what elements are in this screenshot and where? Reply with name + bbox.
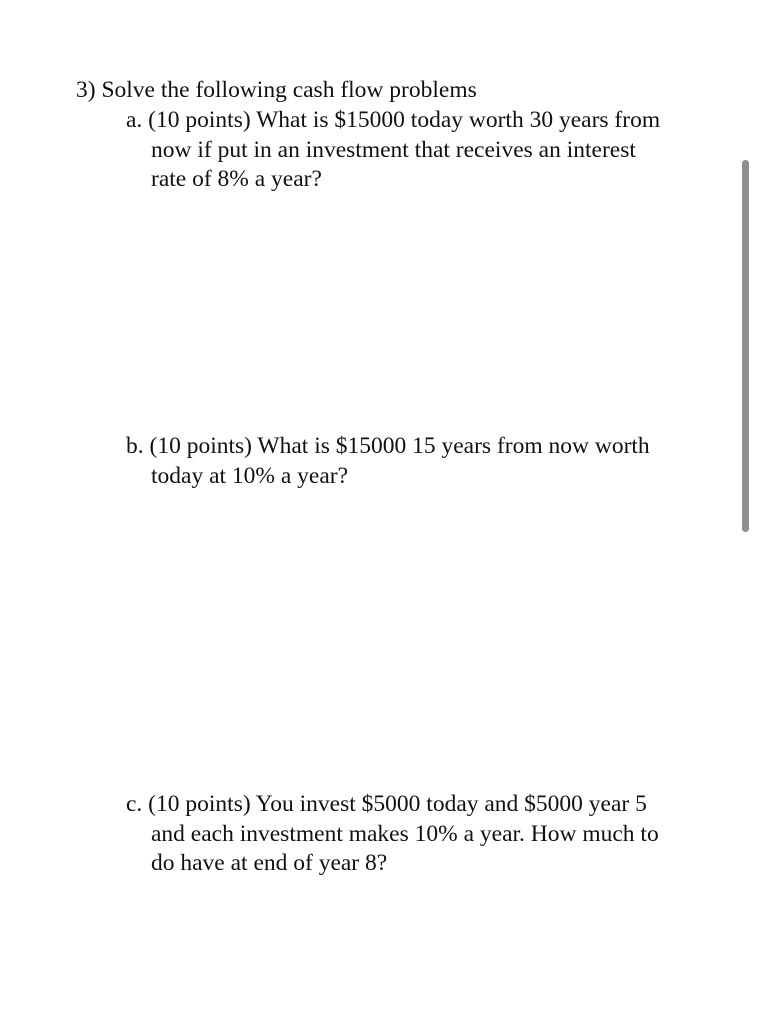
question-c-line-3: do have at end of year 8?: [151, 850, 388, 876]
question-a-line-3: rate of 8% a year?: [151, 166, 322, 192]
question-a-line-2: now if put in an investment that receives an interest: [151, 136, 636, 163]
question-c: [126, 790, 659, 879]
question-a-line-1: a. (10 points) What is $15000 today worth 30 years from: [126, 107, 661, 133]
problem-heading: 3) Solve the following cash flow problems: [76, 77, 477, 103]
question-b-line-2: today at 10% a year?: [151, 462, 349, 489]
question-c-line-1: c. (10 points) You invest $5000 today and $5000 year 5: [126, 791, 647, 817]
question-c-line-2: and each investment makes 10% a year. How much to: [151, 820, 659, 847]
question-b-line-1: b. (10 points) What is $15000 15 years from now worth: [126, 433, 650, 459]
question-a: [126, 106, 660, 195]
vertical-scrollbar[interactable]: [742, 160, 749, 532]
question-b: [126, 432, 650, 491]
